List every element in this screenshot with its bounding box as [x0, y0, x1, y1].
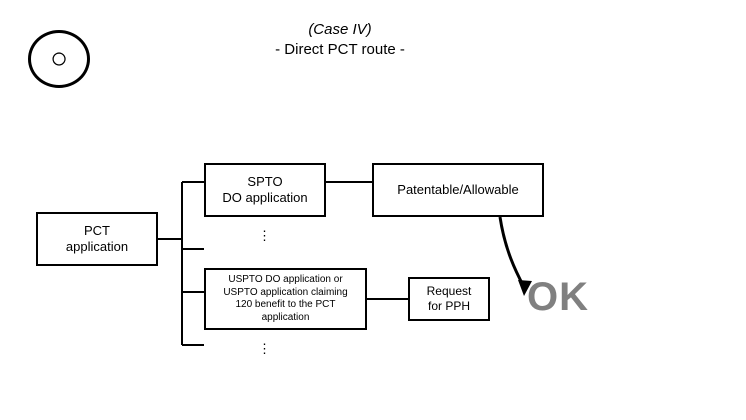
title-case-label: (Case IV): [308, 21, 372, 38]
ok-status-label: OK: [527, 275, 589, 319]
box-spto-do-application: [204, 163, 326, 217]
box-uspto-line2: USPTO application claiming: [223, 286, 348, 298]
box-pct-application: [36, 212, 158, 266]
box-pct-line1: PCT: [84, 222, 110, 238]
box-request-for-pph: [408, 277, 490, 321]
box-uspto-do-application: [204, 268, 367, 330]
box-uspto-line4: application: [261, 311, 310, 323]
box-spto-line1: SPTO: [247, 173, 283, 189]
box-uspto-line1: USPTO DO application or: [228, 274, 343, 285]
box-pct-line2: application: [65, 239, 129, 254]
box-patentable-allowable: [372, 163, 544, 217]
box-request-line2: for PPH: [427, 299, 470, 313]
box-uspto-line3: 120 benefit to the PCT: [235, 299, 336, 310]
vertical-ellipsis-lower: ⋮: [258, 341, 271, 356]
box-patentable-line1: Patentable/Allowable: [397, 181, 519, 197]
vertical-ellipsis-upper: ⋮: [258, 228, 271, 243]
box-request-line1: Request: [426, 284, 472, 298]
oval-marker-label: ○: [49, 42, 69, 75]
title-subtitle-label: - Direct PCT route -: [275, 41, 405, 58]
box-spto-line2: DO application: [222, 190, 308, 205]
